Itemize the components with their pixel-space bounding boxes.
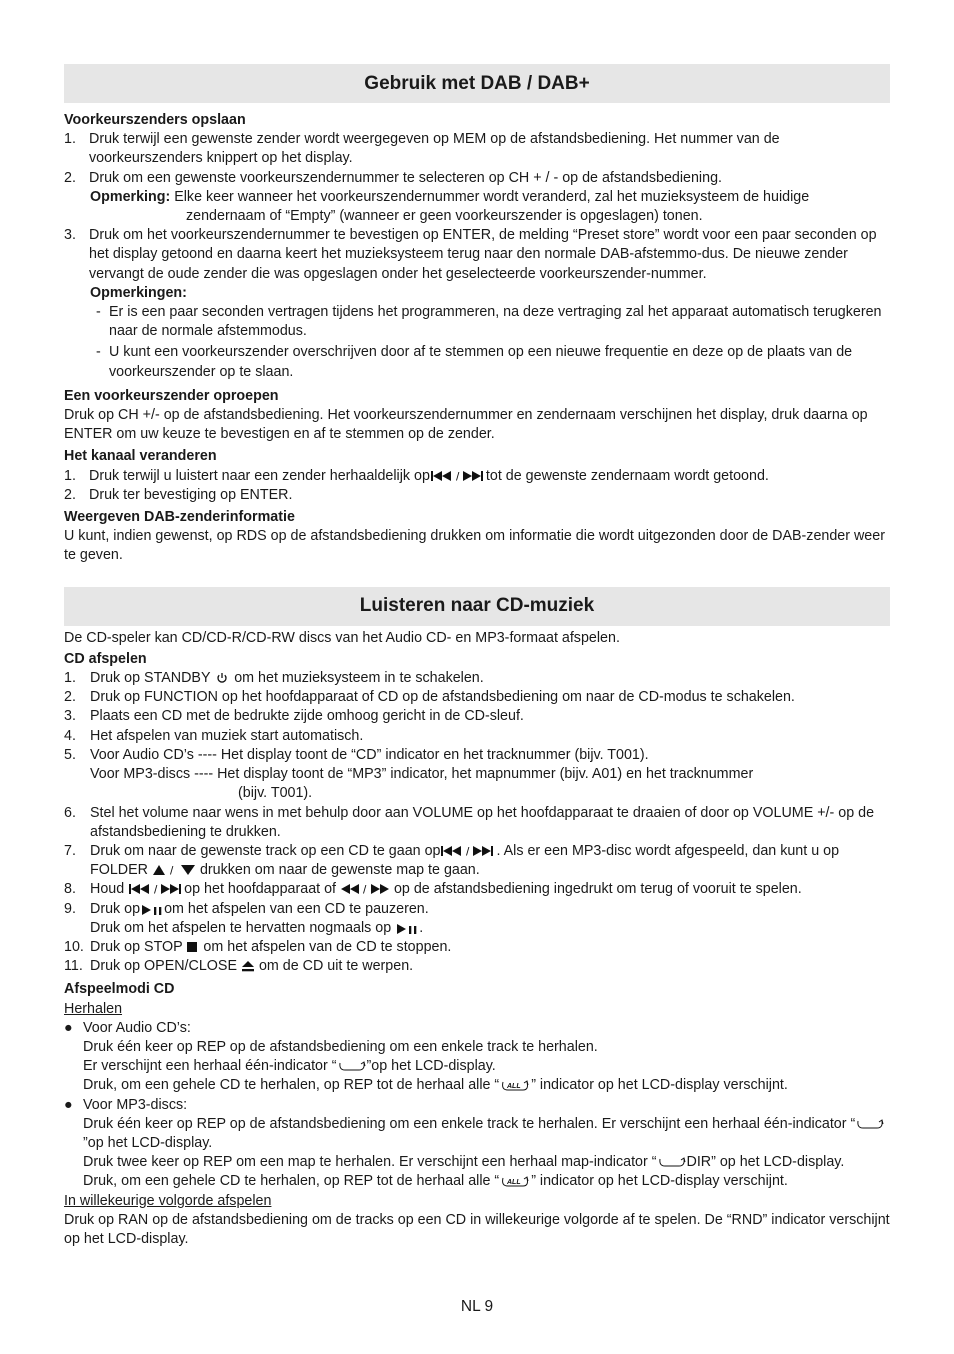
heading-recall: Een voorkeurszender oproepen: [64, 387, 279, 404]
repeat-all-icon: [499, 1175, 531, 1187]
svg-text:/: /: [169, 864, 174, 877]
list-item: 2. Druk ter bevestiging op ENTER.: [64, 486, 293, 503]
list-item-continued: Voor MP3-discs ---- Het display toont de “MP3” indicator, het mapnummer (bijv. A01) en het tracknummer (bijv. T001).: [90, 766, 754, 802]
notes-label: Opmerkingen:: [90, 284, 187, 301]
svg-text:ALL: ALL: [507, 1083, 521, 1091]
list-item: ● Voor Audio CD’s:: [64, 1019, 191, 1036]
svg-text:ALL: ALL: [507, 1179, 521, 1187]
heading-repeat: Herhalen: [64, 1000, 123, 1017]
play-pause-icon: [395, 922, 419, 934]
svg-text:/: /: [455, 469, 460, 482]
power-icon: [214, 672, 230, 684]
info-text: U kunt, indien gewenst, op RDS op de afstandsbediening drukken om informatie die wordt uitgezonden door de DAB-zender weer te geven.: [64, 528, 885, 564]
repeat-icon: [657, 1156, 687, 1168]
rewind-forward-icon: [340, 883, 390, 895]
heading-play-modes: Afspeelmodi CD: [64, 981, 175, 998]
list-item: 4. Het afspelen van muziek start automatisch.: [64, 727, 364, 744]
list-item: 3. Plaats een CD met de bedrukte zijde omhoog gericht in de CD-sleuf.: [64, 708, 524, 725]
list-item: 7. Druk om naar de gewenste track op een CD te gaan op / . Als er een MP3-disc wordt afgespeeld, dan kunt u op FOLDER / drukken om naar de gewenste map te gaan.: [64, 842, 840, 879]
note-item: - Er is een paar seconden vertragen tijdens het programmeren, na deze vertraging zal het apparaat automatisch terugkeren naar de normale afstemmodus.: [96, 304, 882, 340]
up-down-triangle-icon: [152, 864, 196, 876]
recall-text: Druk op CH +/- op de afstandsbediening. Het voorkeurszendernummer en zendernaam verschijnen het display, druk daarna op ENTER om uw keuze te bevestigen en af te stemmen op de zender.: [64, 407, 868, 443]
list-item: 1. Druk terwijl een gewenste zender wordt weergegeven op MEM op de afstandsbediening. Het nummer van de voorkeurszenders knippert op het display.: [64, 131, 780, 167]
list-item: 1. Druk op STANDBY om het muzieksysteem in te schakelen.: [64, 670, 484, 687]
heading-cd-play: CD afspelen: [64, 650, 147, 667]
list-item: 5. Voor Audio CD’s ---- Het display toont de “CD” indicator en het tracknummer (bijv. T001).: [64, 746, 649, 763]
heading-dab-info: Weergeven DAB-zenderinformatie: [64, 509, 295, 526]
skip-back-forward-icon: [430, 470, 486, 482]
list-item: 9. Druk op om het afspelen van een CD te pauzeren.: [64, 900, 429, 917]
heading-random: In willekeurige volgorde afspelen: [64, 1192, 272, 1209]
eject-icon: [241, 960, 255, 972]
list-item: 1. Druk terwijl u luistert naar een zender herhaaldelijk op / tot de gewenste zendernaam wordt getoond.: [64, 467, 769, 484]
repeat-text: Druk één keer op REP op de afstandsbediening om een enkele track te herhalen. Er verschijnt een herhaal één-indicator “ ”op het LCD-display. Druk, om een gehele CD te herhalen, op REP tot de herhaal alle “ ALL ” indicator op het LCD-display verschijnt.: [83, 1038, 788, 1094]
list-item: 10. Druk op STOP om het afspelen van de CD te stoppen.: [64, 938, 452, 955]
section-title-cd: Luisteren naar CD-muziek: [64, 587, 890, 626]
repeat-all-icon: [499, 1079, 531, 1091]
section-title-dab: Gebruik met DAB / DAB+: [64, 64, 890, 103]
heading-preset-store: Voorkeurszenders opslaan: [64, 112, 246, 128]
svg-text:/: /: [154, 883, 158, 896]
note: Opmerking: Elke keer wanneer het voorkeurszendernummer wordt veranderd, zal het muzieksysteem de huidige zendernaam of “Empty” (wanneer er geen voorkeurszender is opgeslagen) tonen.: [90, 188, 810, 225]
random-text: Druk op RAN op de afstandsbediening om de tracks op een CD in willekeurige volgorde af te spelen. De “RND” indicator verschijnt op het LCD-display.: [64, 1211, 890, 1247]
repeat-icon: [855, 1118, 885, 1130]
skip-back-forward-icon: [128, 883, 184, 895]
list-item: 6. Stel het volume naar wens in met behulp door aan VOLUME op het hoofdapparaat te draaien of door op VOLUME +/- op de afstandsbediening te drukken.: [64, 804, 875, 840]
svg-text:/: /: [363, 883, 367, 896]
list-item: 2. Druk op FUNCTION op het hoofdapparaat of CD op de afstandsbediening om naar de CD-modus te schakelen.: [64, 689, 795, 706]
page-number: NL 9: [460, 1298, 494, 1315]
repeat-icon: [337, 1060, 367, 1072]
note-item: - U kunt een voorkeurszender overschrijven door af te stemmen op een nieuwe frequentie en deze op de plaats van de voorkeurszender op te slaan.: [96, 344, 853, 380]
list-item: 2. Druk om een gewenste voorkeurszendernummer te selecteren op CH + / - op de afstandsbediening.: [64, 169, 722, 186]
list-item: 3. Druk om het voorkeurszendernummer te bevestigen op ENTER, de melding “Preset store” wordt voor een paar seconden op het display getoond en daarna keert het muzieksysteem terug naar den normale DAB-afstemmo-dus. De nieuwe zender vervangt de oude zender die was opgeslagen onder het geselecteerde voorkeurszender-nummer.: [64, 227, 877, 282]
play-pause-icon: [140, 903, 164, 915]
list-item: ● Voor MP3-discs:: [64, 1096, 188, 1113]
list-item-continued: Druk om het afspelen te hervatten nogmaals op .: [90, 919, 424, 936]
list-item: 11. Druk op OPEN/CLOSE om de CD uit te werpen.: [64, 958, 414, 975]
cd-intro: De CD-speler kan CD/CD-R/CD-RW discs van het Audio CD- en MP3-formaat afspelen.: [64, 629, 620, 646]
manual-page: [64, 64, 890, 1315]
heading-channel: Het kanaal veranderen: [64, 448, 217, 465]
skip-back-forward-icon: [440, 845, 496, 857]
repeat-text: Druk één keer op REP op de afstandsbediening om een enkele track te herhalen. Er verschijnt een herhaal één-indicator “”op het LCD-display. Druk twee keer op REP om een map te herhalen. Er verschijnt een herhaal map-indicator “ DIR” op het LCD-display. Druk, om een gehele CD te herhalen, op REP tot de herhaal alle “ ALL ” indicator op het LCD-display verschijnt.: [64, 1115, 890, 1192]
list-item: 8. Houd / op het hoofdapparaat of / op de afstandsbediening ingedrukt om terug of vooruit te spelen.: [64, 881, 802, 898]
stop-icon: [186, 941, 199, 953]
svg-text:/: /: [466, 844, 470, 857]
